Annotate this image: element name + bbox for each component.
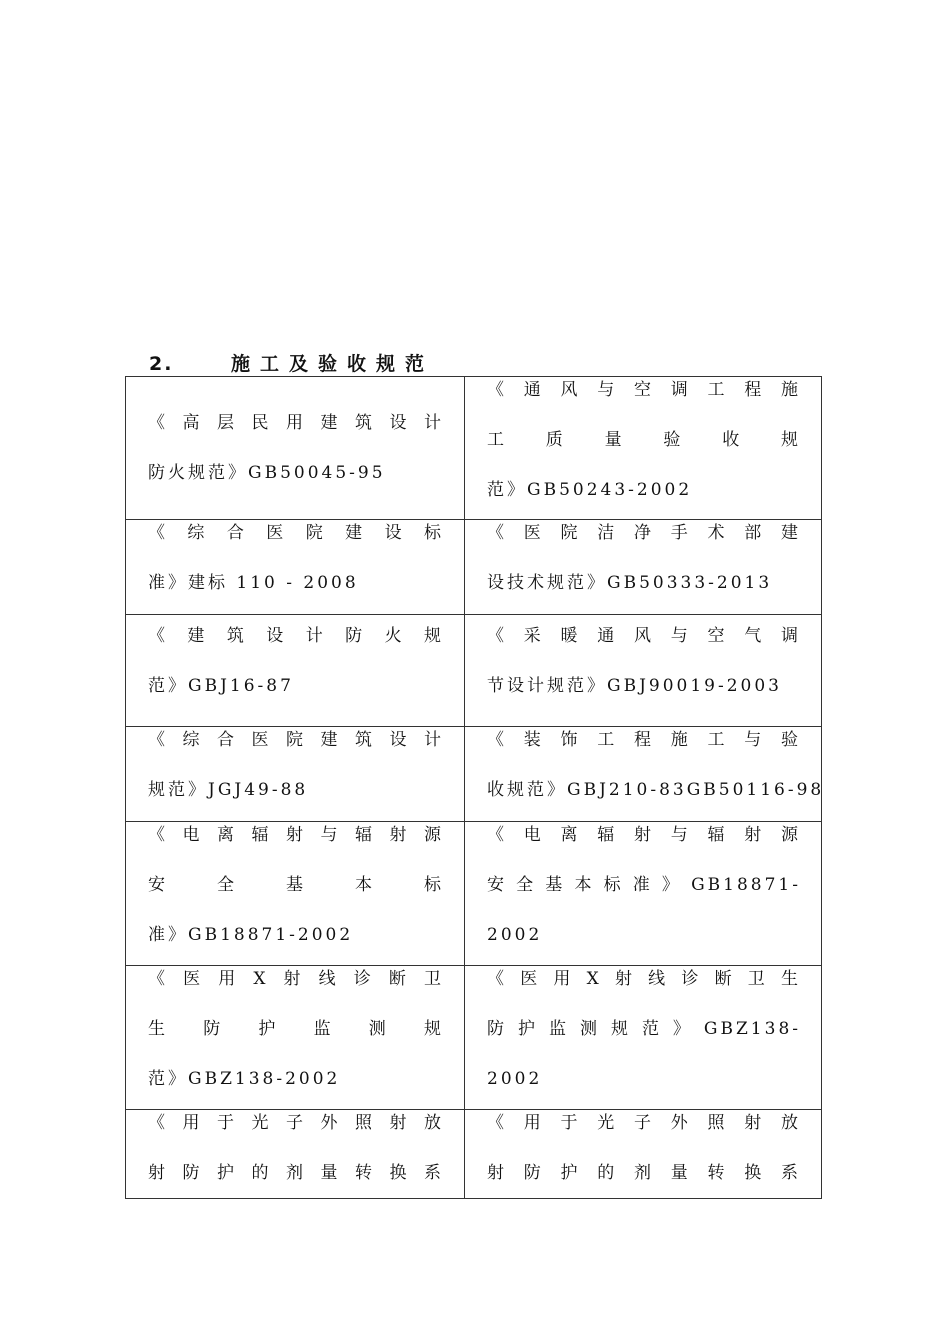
table-cell-right bbox=[465, 727, 825, 822]
table-cell-right bbox=[465, 822, 822, 966]
table-cell-left bbox=[126, 1110, 465, 1199]
table-cell-left bbox=[126, 822, 465, 966]
table-row bbox=[126, 727, 822, 822]
table-cell-left bbox=[126, 377, 465, 520]
cell-line: 准》建标 110 - 2008 bbox=[148, 573, 359, 593]
cell-line: 《建筑设计防火规 bbox=[148, 626, 444, 646]
section-title: 施工及验收规范 bbox=[231, 353, 435, 375]
cell-line: 《用于光子外照射放 bbox=[487, 1113, 801, 1133]
cell-line: 范》GBZ138-2002 bbox=[148, 1069, 341, 1089]
cell-line: 规范》JGJ49-88 bbox=[148, 780, 309, 800]
table-row bbox=[126, 615, 822, 727]
cell-line: 2002 bbox=[487, 925, 543, 945]
cell-line: 射防护的剂量转换系 bbox=[487, 1163, 801, 1183]
cell-line: 范》GBJ16-87 bbox=[148, 676, 294, 696]
cell-line: 范》GB50243-2002 bbox=[487, 480, 693, 500]
cell-line: 《电离辐射与辐射源 bbox=[487, 825, 801, 845]
cell-line: 生防护监测规 bbox=[148, 1019, 444, 1039]
table-row bbox=[126, 1110, 822, 1199]
cell-line: 准》GB18871-2002 bbox=[148, 925, 354, 945]
cell-line: 防护监测规范》GBZ138- bbox=[487, 1019, 801, 1039]
section-heading bbox=[149, 349, 434, 376]
section-number: 2. bbox=[149, 353, 174, 375]
cell-line: 安全基本标 bbox=[148, 875, 444, 895]
table-cell-left bbox=[126, 615, 465, 727]
cell-line: 《通风与空调工程施 bbox=[487, 380, 801, 400]
table-cell-right bbox=[465, 966, 822, 1110]
table-cell-right bbox=[465, 520, 822, 615]
table-cell-right bbox=[465, 1110, 822, 1199]
cell-line: 《电离辐射与辐射源 bbox=[148, 825, 444, 845]
cell-line: 《医院洁净手术部建 bbox=[487, 523, 801, 543]
cell-line: 《医用X射线诊断卫生 bbox=[487, 969, 801, 989]
table-row bbox=[126, 520, 822, 615]
cell-line: 《用于光子外照射放 bbox=[148, 1113, 444, 1133]
cell-line: 射防护的剂量转换系 bbox=[148, 1163, 444, 1183]
table-row bbox=[126, 822, 822, 966]
cell-line: 《医用X射线诊断卫 bbox=[148, 969, 444, 989]
table-cell-left bbox=[126, 727, 465, 822]
cell-line: 《装饰工程施工与验 bbox=[487, 730, 801, 750]
cell-line: 《综合医院建设标 bbox=[148, 523, 444, 543]
table-row bbox=[126, 377, 822, 520]
table-cell-left bbox=[126, 520, 465, 615]
cell-line: 收规范》GBJ210-83GB50116-98 bbox=[487, 780, 825, 800]
cell-line: 设技术规范》GB50333-2013 bbox=[487, 573, 773, 593]
table-cell-left bbox=[126, 966, 465, 1110]
cell-line: 《采暖通风与空气调 bbox=[487, 626, 801, 646]
standards-table bbox=[125, 376, 825, 1199]
cell-line: 2002 bbox=[487, 1069, 543, 1089]
table-cell-right bbox=[465, 377, 822, 520]
table-row bbox=[126, 966, 822, 1110]
cell-line: 节设计规范》GBJ90019-2003 bbox=[487, 676, 782, 696]
cell-line: 防火规范》GB50045-95 bbox=[148, 463, 386, 483]
table-cell-right bbox=[465, 615, 822, 727]
cell-line: 《综合医院建筑设计 bbox=[148, 730, 444, 750]
cell-line: 工质量验收规 bbox=[487, 430, 801, 450]
cell-line: 安全基本标准》GB18871- bbox=[487, 875, 801, 895]
cell-line: 《高层民用建筑设计 bbox=[148, 413, 444, 433]
